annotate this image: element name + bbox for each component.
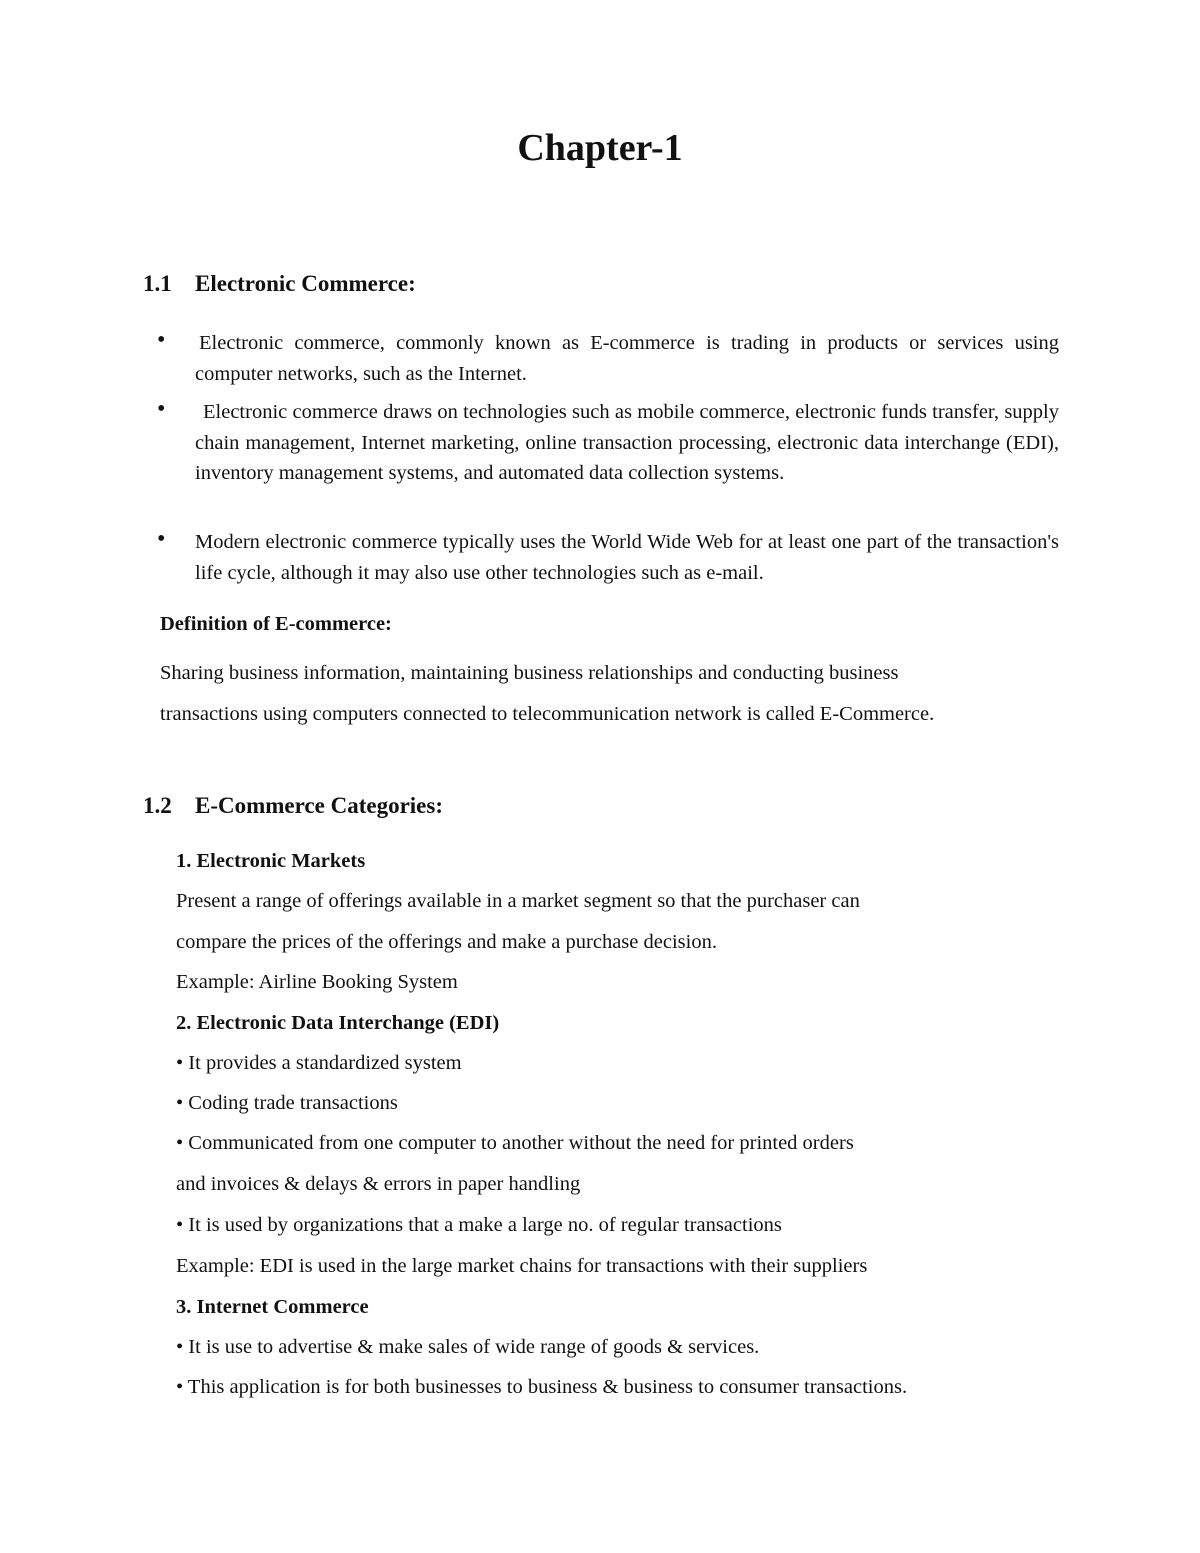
bullet-icon: • (157, 396, 166, 422)
category-bullet: • Communicated from one computer to another without the need for printed orders (176, 1132, 854, 1154)
section-number: 1.2 (143, 793, 172, 818)
bullet-item: Electronic commerce draws on technologies such as mobile commerce, electronic funds transfer, supply chain management, Internet marketing, online transaction processing, electronic data interchange (EDI), inventory management systems, and automated data collection systems. (195, 401, 1059, 484)
section-title: E-Commerce Categories: (195, 793, 443, 818)
category-example: Example: Airline Booking System (176, 971, 458, 993)
category-text-line: Present a range of offerings available in a market segment so that the purchaser can (176, 890, 860, 912)
section-title: Electronic Commerce: (195, 271, 416, 296)
section-number: 1.1 (143, 271, 172, 296)
definition-heading: Definition of E-commerce: (160, 613, 392, 635)
category-bullet: • It provides a standardized system (176, 1052, 462, 1074)
category-example: Example: EDI is used in the large market chains for transactions with their suppliers (176, 1255, 868, 1277)
category-text-line: compare the prices of the offerings and make a purchase decision. (176, 931, 717, 953)
section-heading-1-1 (143, 268, 416, 300)
category-heading: 3. Internet Commerce (176, 1296, 369, 1318)
category-bullet: • It is use to advertise & make sales of wide range of goods & services. (176, 1336, 760, 1358)
bullet-icon: • (157, 327, 166, 353)
bullet-item: Electronic commerce, commonly known as E-commerce is trading in products or services using computer networks, such as the Internet. (195, 332, 1059, 385)
category-heading: 1. Electronic Markets (176, 850, 366, 872)
category-bullet: • Coding trade transactions (176, 1092, 398, 1114)
definition-text-line: Sharing business information, maintaining business relationships and conducting business (160, 662, 899, 684)
definition-text-line: transactions using computers connected to telecommunication network is called E-Commerce. (160, 703, 935, 725)
section-heading-1-2 (143, 790, 443, 822)
category-bullet: • This application is for both businesses to business & business to consumer transactions. (176, 1376, 908, 1398)
bullet-item: Modern electronic commerce typically uses the World Wide Web for at least one part of the transaction's life cycle, although it may also use other technologies such as e-mail. (195, 531, 1059, 584)
category-bullet-continuation: and invoices & delays & errors in paper handling (176, 1173, 581, 1195)
category-bullet: • It is used by organizations that a make a large no. of regular transactions (176, 1214, 782, 1236)
bullet-icon: • (157, 526, 166, 552)
category-heading: 2. Electronic Data Interchange (EDI) (176, 1012, 500, 1034)
chapter-title: Chapter-1 (517, 127, 683, 169)
